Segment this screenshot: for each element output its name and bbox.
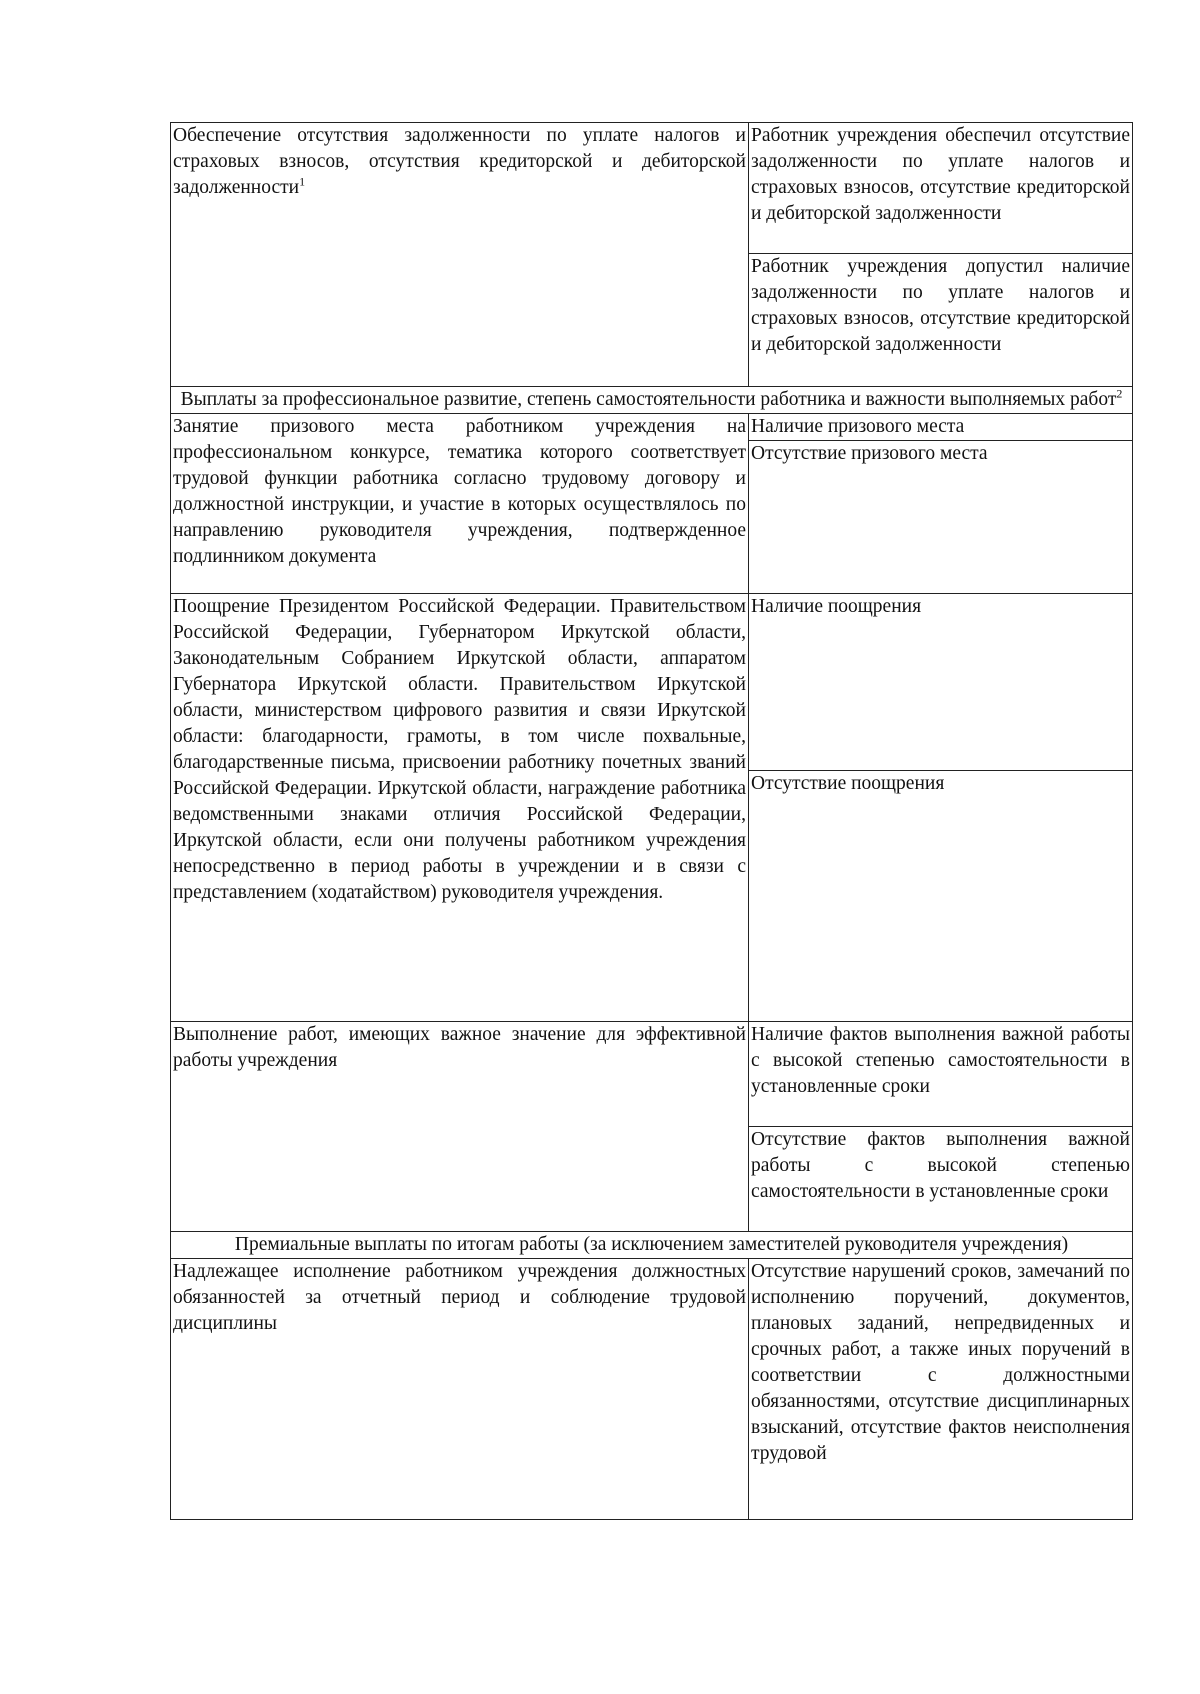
indicator-cell (749, 254, 1133, 387)
criterion-text: Обеспечение отсутствия задолженности по уплате налогов и страховых взносов, отсутствия кредиторской и дебиторской задолженности (173, 125, 746, 198)
criterion-text: Занятие призового места работником учреждения на профессиональном конкурсе, тематика которого соответствует трудовой функции работника согласно трудовому договору и должностной инструкции, и участие в которых осуществлялось по направлению руководителя учреждения, подтвержденное подлинником документа (173, 416, 746, 567)
footnote-mark: 2 (1116, 386, 1123, 401)
criterion-cell (171, 414, 749, 594)
indicator-cell (749, 1127, 1133, 1232)
indicator-cell (749, 414, 1133, 441)
section-title: Премиальные выплаты по итогам работы (за исключением заместителей руководителя учреждения) (234, 1234, 1069, 1255)
criterion-cell (171, 1022, 749, 1232)
table-row (171, 594, 1133, 771)
indicator-cell (749, 1259, 1133, 1520)
indicator-cell (749, 1022, 1133, 1127)
criterion-text: Выполнение работ, имеющих важное значение для эффективной работы учреждения (173, 1024, 746, 1071)
table-row (171, 1259, 1133, 1520)
indicator-text: Наличие фактов выполнения важной работы с высокой степенью самостоятельности в установленные сроки (751, 1024, 1130, 1097)
indicator-cell (749, 123, 1133, 254)
criterion-text: Надлежащее исполнение работником учреждения должностных обязанностей за отчетный период и соблюдение трудовой дисциплины (173, 1261, 746, 1334)
criteria-table (170, 122, 1133, 1520)
indicator-cell (749, 594, 1133, 771)
section-title: Выплаты за профессиональное развитие, степень самостоятельности работника и важности выполняемых работ (180, 389, 1117, 410)
indicator-text: Работник учреждения обеспечил отсутствие задолженности по уплате налогов и страховых взносов, отсутствие кредиторской и дебиторской задолженности (751, 125, 1130, 224)
table-row (171, 1022, 1133, 1127)
criterion-text: Поощрение Президентом Российской Федерации. Правительством Российской Федерации, Губернатором Иркутской области, Законодательным Собранием Иркутской области, аппаратом Губернатора Иркутской области. Правительством Иркутской области, министерством цифрового развития и связи Иркутской области: благодарности, грамоты, в том числе похвальные, благодарственные письма, присвоении работнику почетных званий Российской Федерации. Иркутской области, награждение работника ведомственными знаками отличия Российской Федерации, Иркутской области, если они получены работником учреждения непосредственно в период работы в учреждении и в связи с представлением (ходатайством) руководителя учреждения. (173, 596, 746, 903)
indicator-text: Отсутствие нарушений сроков, замечаний по исполнению поручений, документов, плановых заданий, непредвиденных и срочных работ, а также иных поручений в соответствии с должностными обязанностями, отсутствие дисциплинарных взысканий, отсутствие фактов неисполнения трудовой (751, 1261, 1130, 1464)
table-row (171, 414, 1133, 441)
table-row (171, 123, 1133, 254)
indicator-text: Наличие призового места (751, 416, 965, 437)
section-header (171, 387, 1133, 414)
criterion-cell (171, 123, 749, 387)
indicator-cell (749, 771, 1133, 1022)
indicator-text: Наличие поощрения (751, 596, 922, 617)
criterion-cell (171, 594, 749, 1022)
criterion-cell (171, 1259, 749, 1520)
indicator-text: Отсутствие поощрения (751, 773, 945, 794)
indicator-cell (749, 441, 1133, 594)
section-header (171, 1232, 1133, 1259)
indicator-text: Отсутствие фактов выполнения важной работы с высокой степенью самостоятельности в установленные сроки (751, 1129, 1130, 1202)
table-row (171, 387, 1133, 414)
footnote-mark: 1 (299, 174, 306, 189)
table-row (171, 1232, 1133, 1259)
indicator-text: Работник учреждения допустил наличие задолженности по уплате налогов и страховых взносов, отсутствие кредиторской и дебиторской задолженности (751, 256, 1130, 355)
indicator-text: Отсутствие призового места (751, 443, 988, 464)
